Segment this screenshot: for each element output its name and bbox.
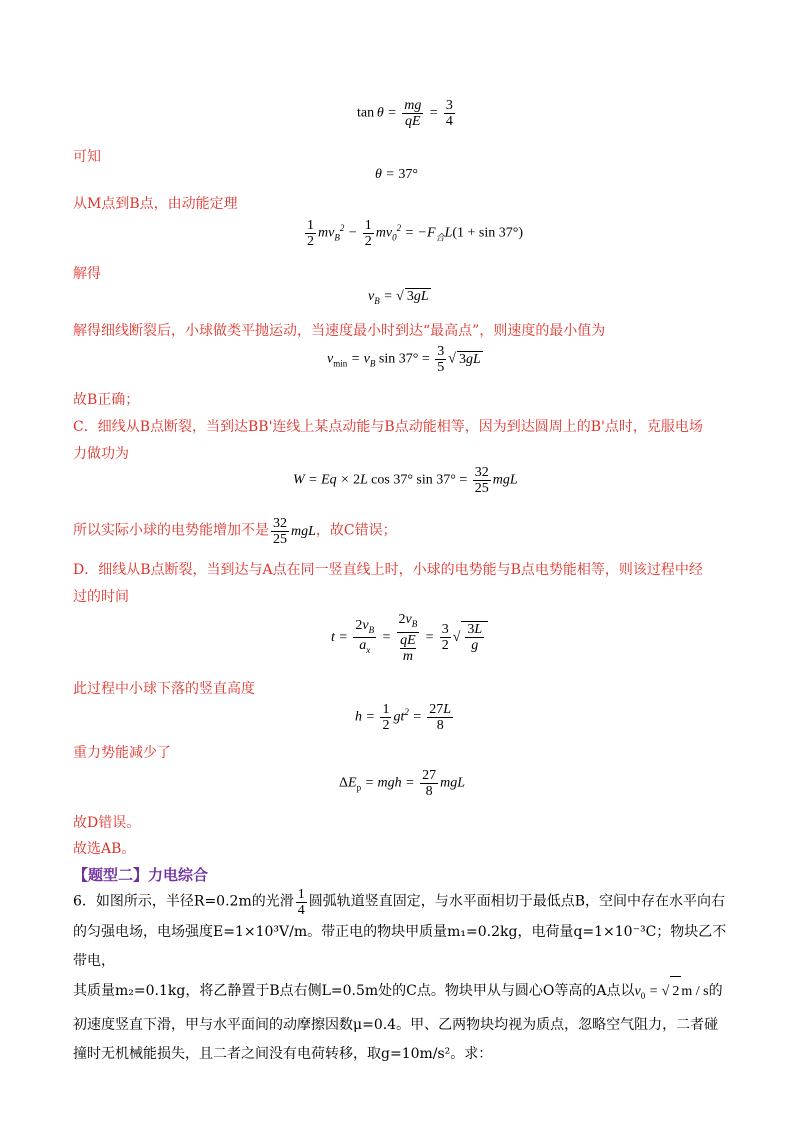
problem-line-5: 撞时无机械能损失，且二者之间没有电荷转移，取g=10m/s²。求： [73,1045,493,1062]
equation-vb: $v_B$ = √ 3gL [368,289,429,306]
equation-vmin: $v_{min} = v_B$ sin 37° = $\frac{3}{5}$ √ 3gL [327,344,481,375]
text-gu-b: 故B正确； [73,392,140,408]
text-gu-d: 故D错误。 [73,815,141,831]
problem-line-1a: 6．如图所示，半径R=0.2m的光滑 [73,893,294,910]
equation-theta: θ = 37° [375,167,418,182]
problem-line-2: 的匀强电场，电场强度E=1×10³V/m。带正电的物块甲质量m₁=0.2kg，电荷量q=1×10⁻³C；物块乙不带电， [73,924,727,969]
problem-line-1: 6．如图所示，半径R=0.2m的光滑 $\frac{1}{4}$ 圆弧轨道竖直固定，与水平面相切于最低点B，空间中存在水平向右 [73,887,726,918]
text-pe-decrease: 重力势能减少了 [73,745,171,761]
text-jiede-1: 解得 [73,266,101,282]
section-heading: 【题型二】力电综合 [73,866,209,884]
problem-line-4: 初速度竖直下滑，甲与水平面间的动摩擦因数μ=0.4。甲、乙两物块均视为质点，忽略空气阻力，二者碰 [73,1016,719,1033]
text-jiede-2: 解得细线断裂后，小球做类平抛运动，当速度最小时到达“最高点”，则速度的最小值为 [73,323,606,339]
text-c-line-2: 力做功为 [73,446,129,462]
problem-line-3a: 其质量m₂=0.1kg，将乙静置于B点右侧L=0.5m处的C点。物块甲从与圆心O等高的A点以 [73,983,635,999]
equation-height: h = $\frac{1}{2}$ $gt^2$ = $\frac{27L}{8}$ [355,702,452,733]
text-c-conclusion: 所以实际小球的电势能增加不是 $\frac{32}{25}$ mgL，故C错误； [73,516,397,547]
text-c-conclusion-pre: 所以实际小球的电势能增加不是 [73,522,269,539]
equation-time: t = $\frac{2v_B}{a_x}$ = $2v_B$ qE m = $\frac{3}{2}$ √ $\frac{3L}{g}$ [331,612,488,664]
equation-tan-theta: tan θ = $\frac{mg}{qE}$ = $\frac{3}{4}$ [357,98,453,129]
text-d-line-2: 过的时间 [73,589,129,605]
text-m-to-b: 从M点到B点，由动能定理 [73,196,238,212]
problem-line-3b: 的 [708,983,723,999]
text-drop-height: 此过程中小球下落的竖直高度 [73,681,255,697]
text-kezhi: 可知 [73,149,101,165]
text-c-line-1: C．细线从B点断裂，当到达BB'连线上某点动能与B点动能相等，因为到达圆周上的B'点时，克服电场 [73,419,703,435]
text-d-line-1: D．细线从B点断裂，当到达与A点在同一竖直线上时，小球的电势能与B点电势能相等，则该过程中经 [73,562,703,578]
text-answer: 故选AB。 [73,841,136,857]
problem-line-3: 其质量m₂=0.1kg，将乙静置于B点右侧L=0.5m处的C点。物块甲从与圆心O等高的A点以$v_0$ = √ 2 m / s的 [73,976,733,1011]
text-c-conclusion-post: ，故C错误； [315,522,397,539]
equation-delta-ep: $\Delta E_p$ = mgh = $\frac{27}{8}$ mgL [339,768,465,799]
problem-6 [73,887,733,1069]
equation-kinetic-energy: $\frac{1}{2}$ $mv_B^2$ − $\frac{1}{2}$ $mv_0^2 = -F_合L(1 + \sin 37^\circ)$ [307,218,524,249]
equation-work: W = Eq × 2L cos 37° sin 37° = $\frac{32}{25}$ mgL [293,465,518,496]
problem-line-1b: 圆弧轨道竖直固定，与水平面相切于最低点B，空间中存在水平向右 [308,893,726,910]
